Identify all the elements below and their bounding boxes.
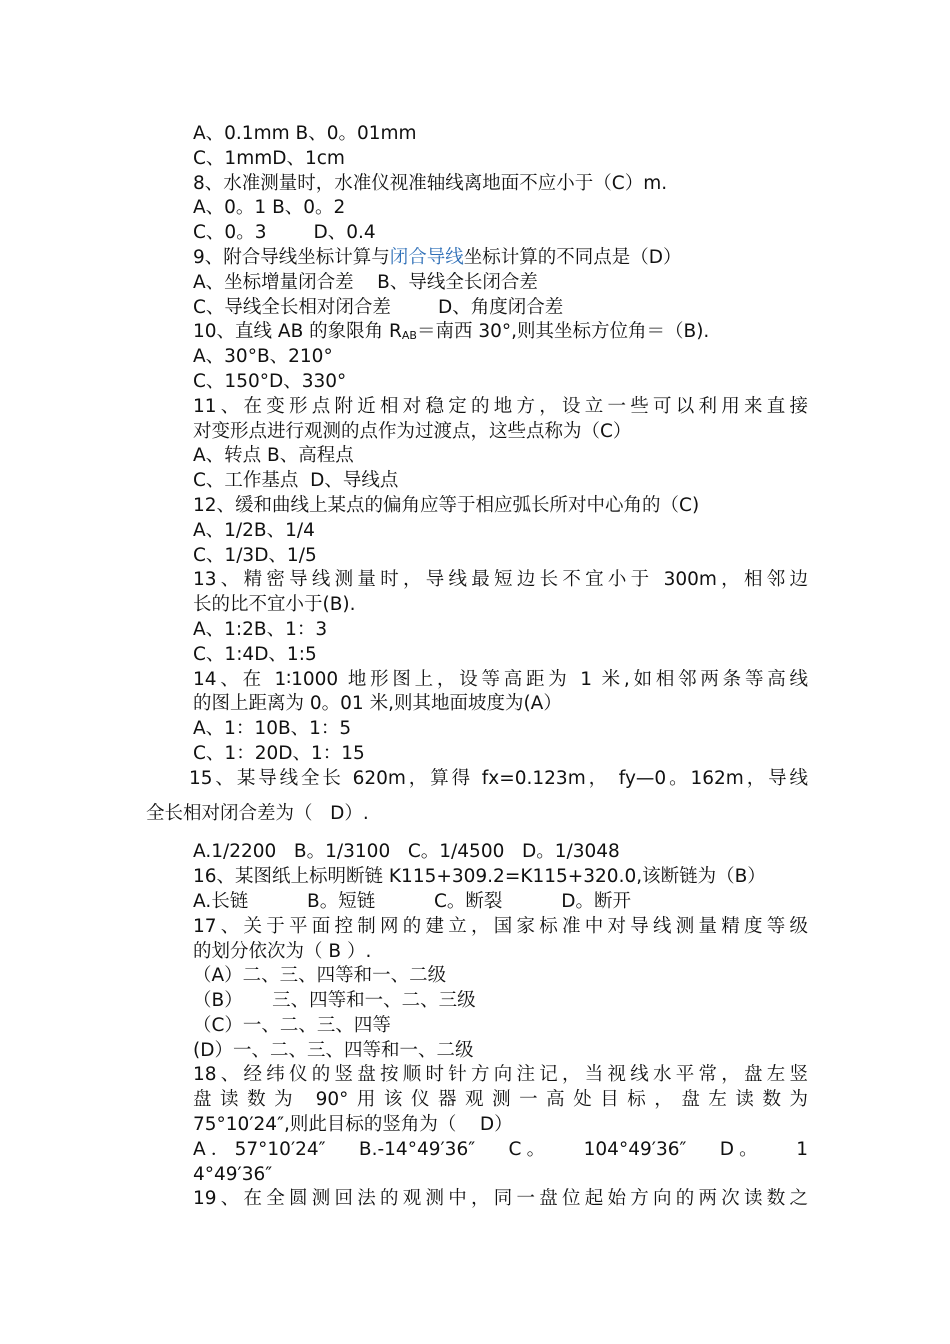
text-line: A、30°B、210° [193, 346, 333, 368]
text-line: 的图上距离为 0。01 米,则其地面坡度为(A） [193, 693, 562, 715]
text-line: C、0。3 D、0.4 [193, 222, 376, 244]
text-line: 长的比不宜小于(B). [193, 594, 356, 616]
question-9 [193, 246, 808, 271]
text-line: C、1/3D、1/5 [193, 544, 317, 566]
text-line: 的划分依次为（ B ）. [193, 940, 372, 962]
text-line: A、转点 B、高程点 [193, 445, 354, 467]
text-line: A、坐标增量闭合差 B、导线全长闭合差 [193, 271, 538, 293]
text-line: C、1mmD、1cm [193, 147, 345, 169]
text-line: A．57°10′24″ B.-14°49′36″ C。 104°49′36″ D。 1 [193, 1138, 808, 1160]
question-19: 19、在全圆测回法的观测中，同一盘位起始方向的两次读数之 [193, 1188, 808, 1210]
text-line: 全长相对闭合差为（ D）. [146, 802, 369, 824]
question-17: 17、关于平面控制网的建立，国家标准中对导线测量精度等级 [193, 915, 808, 937]
text-span: 10、直线 AB 的象限角 R [193, 321, 402, 343]
question-16: 16、某图纸上标明断链 K115+309.2=K115+320.0,该断链为（B） [193, 866, 766, 888]
text-line: (D）一、二、三、四等和一、二级 [193, 1039, 474, 1061]
text-line: C、导线全长相对闭合差 D、角度闭合差 [193, 296, 564, 318]
question-13: 13、精密导线测量时，导线最短边长不宜小于 300m，相邻边 [193, 569, 808, 591]
closed-traverse-link[interactable]: 闭合导线 [389, 246, 464, 268]
text-line: 盘读数为 90°用该仪器观测一高处目标，盘左读数为 [193, 1089, 808, 1111]
text-line: 75°10′24″,则此目标的竖角为（ D） [193, 1114, 513, 1136]
question-15: 15、某导线全长 620m，算得 fx=0.123m， fy—0。162m，导线 [189, 767, 808, 789]
text-line: C、1:4D、1:5 [193, 643, 317, 665]
subscript: AB [401, 329, 417, 343]
question-12: 12、缓和曲线上某点的偏角应等于相应弧长所对中心角的（C) [193, 494, 700, 516]
text-line: C、150°D、330° [193, 370, 347, 392]
question-11: 11、在变形点附近相对稳定的地方，设立一些可以利用来直接 [193, 395, 808, 417]
text-line: A、1：10B、1：5 [193, 718, 352, 740]
question-10 [193, 320, 808, 345]
text-line: A.1/2200 B。1/3100 C。1/4500 D。1/3048 [193, 841, 620, 863]
text-line: （B） 三、四等和一、二、三级 [193, 990, 476, 1012]
text-line: A、1/2B、1/4 [193, 519, 315, 541]
text-span: ＝南西 30°,则其坐标方位角＝（B). [416, 321, 710, 343]
text-line: C、1：20D、1：15 [193, 742, 365, 764]
text-line: 4°49′36″ [193, 1163, 273, 1185]
question-18: 18、经纬仪的竖盘按顺时针方向注记，当视线水平常，盘左竖 [193, 1064, 808, 1086]
text-line: A、0.1mm B、0。01mm [193, 123, 417, 144]
question-8: 8、水准测量时，水准仪视准轴线离地面不应小于（C）m. [193, 172, 668, 194]
text-line: C、工作基点 D、导线点 [193, 470, 399, 492]
text-span: 9、附合导线坐标计算与 [193, 246, 390, 268]
text-line: A、1:2B、1：3 [193, 618, 328, 640]
text-line: A.长链 B。短链 C。断裂 D。断开 [193, 890, 631, 912]
text-span: 坐标计算的不同点是（D） [463, 246, 682, 268]
text-line: A、0。1 B、0。2 [193, 197, 346, 219]
text-line: （A）二、三、四等和一、二级 [193, 965, 447, 987]
question-14: 14、在 1∶1000 地形图上，设等高距为 1 米,如相邻两条等高线 [193, 668, 808, 690]
document-body [146, 122, 808, 1212]
text-line: 对变形点进行观测的点作为过渡点，这些点称为（C） [193, 420, 632, 442]
text-line: （C）一、二、三、四等 [193, 1014, 391, 1036]
